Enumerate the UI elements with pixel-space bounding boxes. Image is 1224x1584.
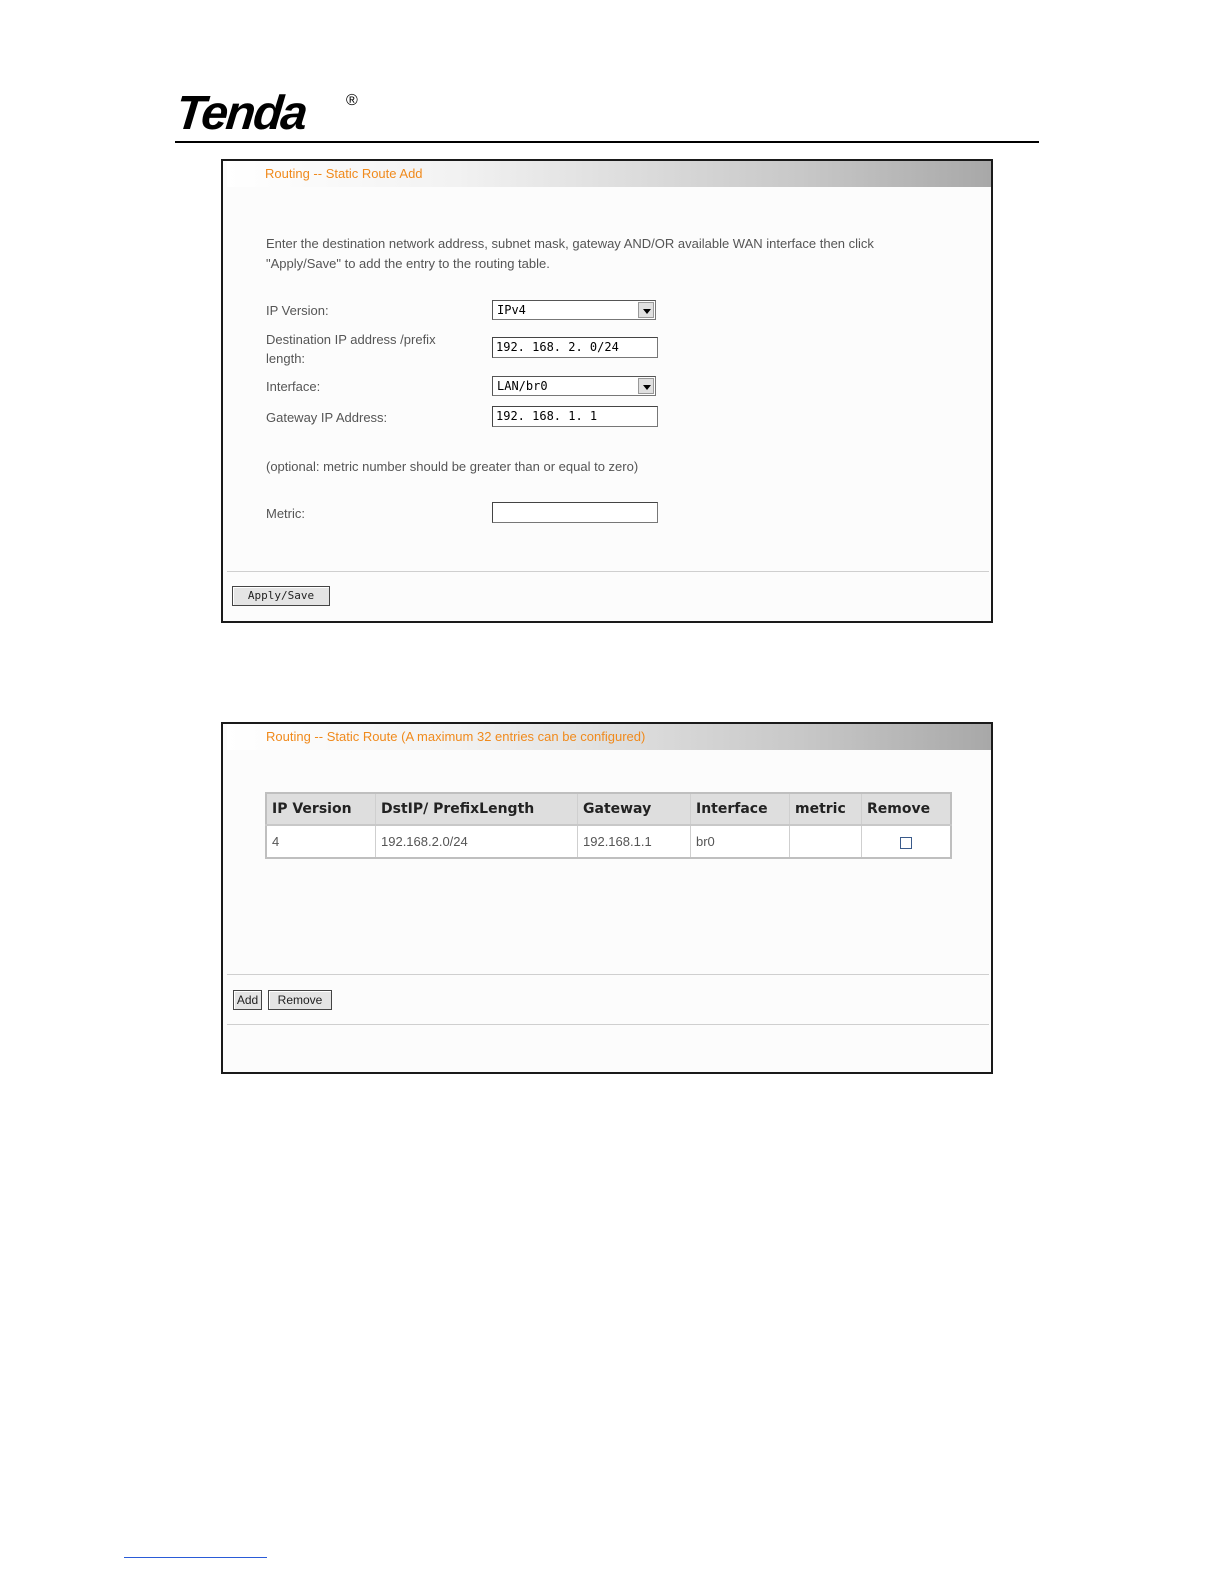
column-header: Gateway [578, 793, 691, 825]
static-route-add-panel [221, 159, 993, 623]
footer-divider-top [227, 974, 989, 975]
remove-checkbox[interactable] [900, 837, 912, 849]
static-route-list-panel [221, 722, 993, 1074]
chevron-down-icon[interactable] [638, 302, 654, 318]
ip-version-value: IPv4 [497, 303, 526, 317]
cell-dst: 192.168.2.0/24 [376, 825, 578, 858]
column-header: DstIP/ PrefixLength [376, 793, 578, 825]
cell-remove [862, 825, 952, 858]
ip-version-label: IP Version: [266, 303, 329, 318]
gateway-input[interactable]: 192. 168. 1. 1 [492, 406, 658, 427]
cell-gateway: 192.168.1.1 [578, 825, 691, 858]
panel-title-bar [227, 161, 991, 187]
interface-value: LAN/br0 [497, 379, 548, 393]
column-header: IP Version [266, 793, 376, 825]
remove-button[interactable]: Remove [268, 990, 332, 1010]
route-table [265, 792, 952, 859]
header-rule [175, 141, 1039, 143]
gateway-label: Gateway IP Address: [266, 410, 388, 425]
table-row [266, 825, 951, 858]
ip-version-select[interactable] [492, 300, 656, 320]
interface-label: Interface: [266, 379, 321, 394]
column-header: metric [790, 793, 862, 825]
panel-title-bar [227, 724, 991, 750]
instructions-text: Enter the destination network address, subnet mask, gateway AND/OR available WAN interface then click "Apply/Save" to add the entry to the routing table. [266, 236, 874, 271]
add-button[interactable]: Add [233, 990, 262, 1010]
chevron-down-icon[interactable] [638, 378, 654, 394]
cell-ip-version: 4 [266, 825, 376, 858]
apply-save-button[interactable]: Apply/Save [232, 586, 330, 606]
metric-label: Metric: [266, 506, 305, 521]
interface-select[interactable] [492, 376, 656, 396]
footer-divider [227, 571, 989, 572]
cell-interface: br0 [691, 825, 790, 858]
destination-label: Destination IP address /prefix length: [266, 332, 436, 366]
footer-link-underline [124, 1557, 267, 1558]
metric-hint: (optional: metric number should be greater than or equal to zero) [266, 459, 639, 474]
destination-input[interactable]: 192. 168. 2. 0/24 [492, 337, 658, 358]
tenda-logo: Tenda [173, 87, 309, 140]
column-header: Remove [862, 793, 952, 825]
metric-input[interactable] [492, 502, 658, 523]
registered-mark: ® [346, 92, 358, 109]
footer-divider-bottom [227, 1024, 989, 1025]
panel-title: Routing -- Static Route (A maximum 32 entries can be configured) [266, 729, 646, 744]
table-header-row [266, 793, 951, 825]
panel-title: Routing -- Static Route Add [265, 166, 423, 181]
column-header: Interface [691, 793, 790, 825]
cell-metric [790, 825, 862, 858]
